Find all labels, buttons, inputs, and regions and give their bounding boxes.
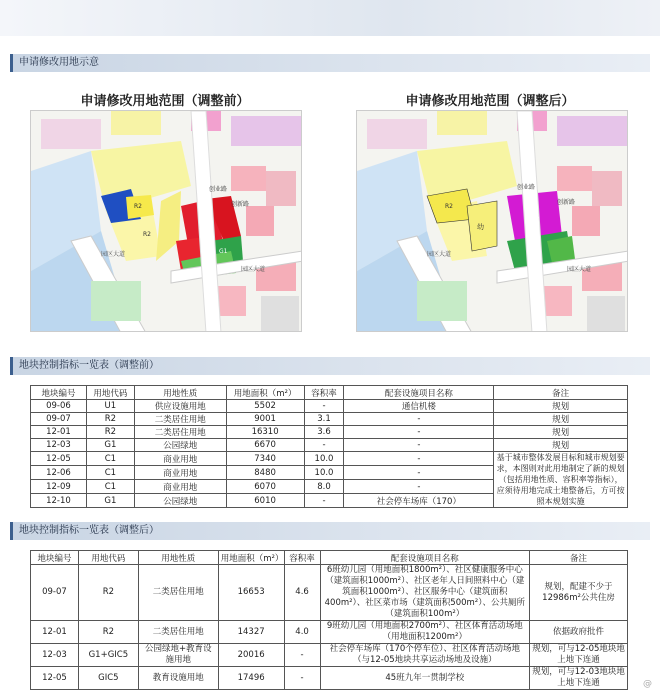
- cell: 商业用地: [134, 466, 226, 480]
- cell: 16310: [226, 426, 304, 439]
- th-before-1: 用地代码: [86, 386, 134, 400]
- cell: U1: [86, 400, 134, 413]
- cell: 9001: [226, 413, 304, 426]
- table-before-note: 基于城市整体发展目标和城市规划要求，本图则对此用地制定了新的规划（包括用地性质、容积率等指标），应须待用地完成土地整备后，方可按照本规划实施: [494, 452, 628, 508]
- cell: 通信机楼: [344, 400, 494, 413]
- map-after-road-4: 创新路: [557, 199, 576, 206]
- map-after-plot-b: 幼: [477, 223, 484, 231]
- cell: 二类居住用地: [134, 426, 226, 439]
- cell: 二类居住用地: [138, 621, 218, 644]
- cell: C1: [86, 480, 134, 494]
- cell: 社会停车场库（170）: [344, 494, 494, 508]
- cell: -: [344, 480, 494, 494]
- table-before: [30, 385, 628, 508]
- cell: 12-06: [31, 466, 87, 480]
- th-after-6: 备注: [530, 551, 628, 565]
- cell: 社会停车场库（170个停车位）、社区体育活动场地（与12-05地块共享运动场地及设施）: [320, 644, 530, 667]
- map-before-title: 申请修改用地范围（调整前）: [80, 94, 250, 109]
- map-before-plot-a: R2: [134, 203, 142, 210]
- cell: 公园绿地: [134, 494, 226, 508]
- cell: -: [344, 439, 494, 452]
- cell: 12-09: [31, 480, 87, 494]
- cell: 4.6: [284, 565, 320, 621]
- th-before-4: 容积率: [304, 386, 344, 400]
- cell: 09-06: [31, 400, 87, 413]
- cell: 12-01: [31, 426, 87, 439]
- map-after-plot-a: R2: [445, 203, 453, 210]
- table-row: [31, 667, 628, 690]
- section-title-after: 地块控制指标一览表（调整后）: [10, 522, 650, 540]
- cell: -: [344, 413, 494, 426]
- cell: 12-05: [31, 667, 79, 690]
- cell: 二类居住用地: [138, 565, 218, 621]
- cell: -: [284, 667, 320, 690]
- section-title-before: 地块控制指标一览表（调整前）: [10, 357, 650, 375]
- map-before-road-2: 园区大道: [241, 266, 266, 273]
- th-after-3: 用地面积（m²）: [218, 551, 284, 565]
- table-row: [31, 621, 628, 644]
- cell: C1: [86, 452, 134, 466]
- cell: 规划: [494, 413, 628, 426]
- th-after-2: 用地性质: [138, 551, 218, 565]
- map-before-road-4: 创新路: [231, 201, 250, 208]
- th-after-4: 容积率: [284, 551, 320, 565]
- table-after: [30, 550, 628, 690]
- cell: G1: [86, 494, 134, 508]
- cell: 09-07: [31, 413, 87, 426]
- cell: 12-03: [31, 644, 79, 667]
- cell: 6070: [226, 480, 304, 494]
- map-before-road-1: 园区大道: [101, 251, 126, 258]
- section-title-map: 申请修改用地示意: [10, 54, 650, 72]
- cell: 二类居住用地: [134, 413, 226, 426]
- cell: 3.6: [304, 426, 344, 439]
- cell: -: [344, 426, 494, 439]
- cell: 12-01: [31, 621, 79, 644]
- cell: 12-03: [31, 439, 87, 452]
- cell: 规划: [494, 426, 628, 439]
- map-after-plot-c: G1: [527, 251, 536, 258]
- cell: R2: [78, 621, 138, 644]
- table-row: [31, 413, 628, 426]
- map-after-graphic: [357, 111, 628, 332]
- map-before-plot-c: C1: [199, 226, 208, 233]
- cell: R2: [86, 426, 134, 439]
- cell: 3.1: [304, 413, 344, 426]
- table-row: [31, 439, 628, 452]
- cell: -: [344, 452, 494, 466]
- cell: 8480: [226, 466, 304, 480]
- map-before: [30, 110, 302, 332]
- map-before-plot-d: G1: [219, 248, 228, 255]
- cell: 7340: [226, 452, 304, 466]
- th-after-1: 用地代码: [78, 551, 138, 565]
- cell: 9班幼儿园（用地面积2700m²）、社区体育活动场地（用地面积1200m²）: [320, 621, 530, 644]
- cell: 公园绿地+教育设施用地: [138, 644, 218, 667]
- cell: 45班九年一贯制学校: [320, 667, 530, 690]
- th-before-3: 用地面积（m²）: [226, 386, 304, 400]
- th-after-5: 配套设施项目名称: [320, 551, 530, 565]
- th-before-0: 地块编号: [31, 386, 87, 400]
- cell: 17496: [218, 667, 284, 690]
- table-row: [31, 426, 628, 439]
- cell: 10.0: [304, 452, 344, 466]
- cell: R2: [78, 565, 138, 621]
- cell: G1: [86, 439, 134, 452]
- cell: 商业用地: [134, 480, 226, 494]
- cell: 14327: [218, 621, 284, 644]
- table-row: [31, 452, 628, 466]
- cell: 规划: [494, 439, 628, 452]
- cell: C1: [86, 466, 134, 480]
- top-band: [0, 0, 660, 36]
- cell: 教育设施用地: [138, 667, 218, 690]
- map-after-road-2: 园区大道: [567, 266, 592, 273]
- cell: 09-07: [31, 565, 79, 621]
- map-after-plot-d: GIC5: [525, 214, 540, 221]
- cell: -: [284, 644, 320, 667]
- cell: 8.0: [304, 480, 344, 494]
- cell: 16653: [218, 565, 284, 621]
- table-row: [31, 565, 628, 621]
- map-after-road-1: 园区大道: [427, 251, 452, 258]
- cell: 6010: [226, 494, 304, 508]
- th-before-6: 备注: [494, 386, 628, 400]
- map-after-title: 申请修改用地范围（调整后）: [405, 94, 575, 109]
- cell: 规划，可与12-05地块地上地下连通: [530, 644, 628, 667]
- th-after-0: 地块编号: [31, 551, 79, 565]
- cell: 4.0: [284, 621, 320, 644]
- map-before-plot-b: R2: [143, 231, 151, 238]
- th-before-5: 配套设施项目名称: [344, 386, 494, 400]
- table-row: [31, 644, 628, 667]
- table-row: [31, 400, 628, 413]
- cell: 10.0: [304, 466, 344, 480]
- watermark: @: [643, 679, 652, 689]
- map-before-graphic: [31, 111, 302, 332]
- cell: 商业用地: [134, 452, 226, 466]
- cell: -: [344, 466, 494, 480]
- cell: 6670: [226, 439, 304, 452]
- map-after: [356, 110, 628, 332]
- cell: 规划，配建不少于12986m²公共住房: [530, 565, 628, 621]
- cell: -: [304, 400, 344, 413]
- cell: 6班幼儿园（用地面积1800m²）、社区健康服务中心（建筑面积1000m²）、社区老年人日间照料中心（建筑面积1000m²）、社区服务中心（建筑面积400m²）、社区菜市场（建筑面积500m²）、公共厕所（建筑面积100m²）: [320, 565, 530, 621]
- cell: -: [304, 494, 344, 508]
- cell: 规划，可与12-03地块地上地下连通: [530, 667, 628, 690]
- map-after-road-3: 创业路: [517, 184, 536, 191]
- cell: 12-05: [31, 452, 87, 466]
- cell: R2: [86, 413, 134, 426]
- cell: 依据政府批件: [530, 621, 628, 644]
- cell: -: [304, 439, 344, 452]
- cell: 供应设施用地: [134, 400, 226, 413]
- cell: GIC5: [78, 667, 138, 690]
- cell: G1+GIC5: [78, 644, 138, 667]
- cell: 20016: [218, 644, 284, 667]
- map-before-road-3: 创业路: [209, 186, 228, 193]
- cell: 公园绿地: [134, 439, 226, 452]
- th-before-2: 用地性质: [134, 386, 226, 400]
- cell: 12-10: [31, 494, 87, 508]
- cell: 5502: [226, 400, 304, 413]
- cell: 规划: [494, 400, 628, 413]
